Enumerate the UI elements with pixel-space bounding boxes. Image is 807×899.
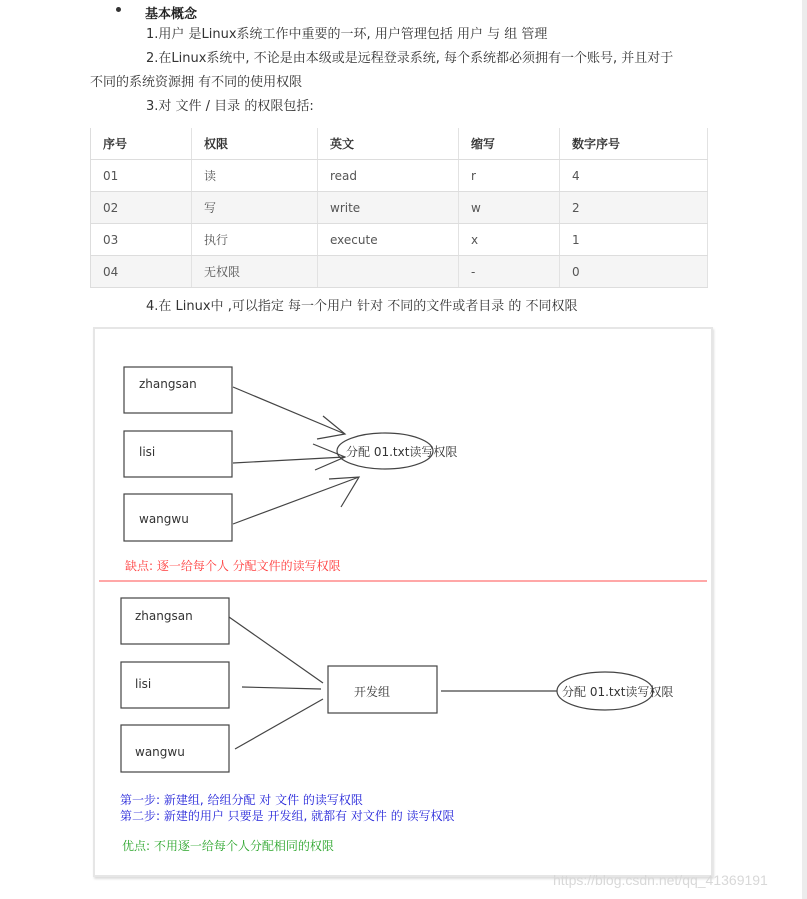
bullet-icon: [116, 7, 121, 12]
step-1-note: 第一步: 新建组, 给组分配 对 文件 的读写权限: [120, 793, 363, 807]
cell: write: [318, 192, 459, 224]
cell: 0: [560, 256, 708, 288]
paragraph-4: 4.在 Linux中 ,可以指定 每一个用户 针对 不同的文件或者目录 的 不同权限: [146, 299, 578, 314]
paragraph-2: 2.在Linux系统中, 不论是由本级或是远程登录系统, 每个系统都必须拥有一个账号, 并且对于: [146, 51, 674, 66]
permission-diagram: [93, 327, 713, 877]
cell: 03: [91, 224, 192, 256]
group-label: 开发组: [354, 685, 391, 699]
paragraph-1: 1.用户 是Linux系统工作中重要的一环, 用户管理包括 用户 与 组 管理: [146, 27, 548, 42]
header-english: 英文: [318, 128, 459, 160]
paragraph-2-cont: 不同的系统资源拥 有不同的使用权限: [90, 75, 303, 90]
cell: 写: [192, 192, 318, 224]
top-target-label: 分配 01.txt读写权限: [346, 445, 458, 459]
table-row: [91, 160, 708, 192]
cell: 读: [192, 160, 318, 192]
cell: 01: [91, 160, 192, 192]
header-index: 序号: [91, 128, 192, 160]
cell: [318, 256, 459, 288]
bottom-user-lisi: lisi: [135, 677, 152, 691]
top-user-zhangsan: zhangsan: [139, 377, 197, 391]
cell: -: [459, 256, 560, 288]
step-2-note: 第二步: 新建的用户 只要是 开发组, 就都有 对文件 的 读写权限: [120, 809, 455, 823]
cell: 04: [91, 256, 192, 288]
bottom-user-wangwu: wangwu: [135, 745, 185, 759]
cell: r: [459, 160, 560, 192]
cell: w: [459, 192, 560, 224]
table-header-row: [91, 128, 708, 160]
section-title: 基本概念: [145, 7, 198, 22]
paragraph-3: 3.对 文件 / 目录 的权限包括:: [146, 99, 314, 114]
header-number: 数字序号: [560, 128, 708, 160]
table-row: [91, 256, 708, 288]
cell: read: [318, 160, 459, 192]
header-abbr: 缩写: [459, 128, 560, 160]
cell: 02: [91, 192, 192, 224]
cell: 执行: [192, 224, 318, 256]
cell: 2: [560, 192, 708, 224]
cell: execute: [318, 224, 459, 256]
header-permission: 权限: [192, 128, 318, 160]
scrollbar[interactable]: [802, 0, 807, 899]
permissions-table: [90, 128, 708, 288]
cell: 无权限: [192, 256, 318, 288]
top-user-wangwu: wangwu: [139, 512, 189, 526]
con-note: 缺点: 逐一给每个人 分配文件的读写权限: [125, 559, 341, 573]
cell: x: [459, 224, 560, 256]
bottom-target-label: 分配 01.txt读写权限: [562, 685, 674, 699]
top-user-lisi: lisi: [139, 445, 156, 459]
watermark: https://blog.csdn.net/qq_41369191: [553, 872, 768, 888]
pro-note: 优点: 不用逐一给每个人分配相同的权限: [122, 839, 334, 853]
cell: 1: [560, 224, 708, 256]
table-row: [91, 224, 708, 256]
table-row: [91, 192, 708, 224]
bottom-user-zhangsan: zhangsan: [135, 609, 193, 623]
cell: 4: [560, 160, 708, 192]
